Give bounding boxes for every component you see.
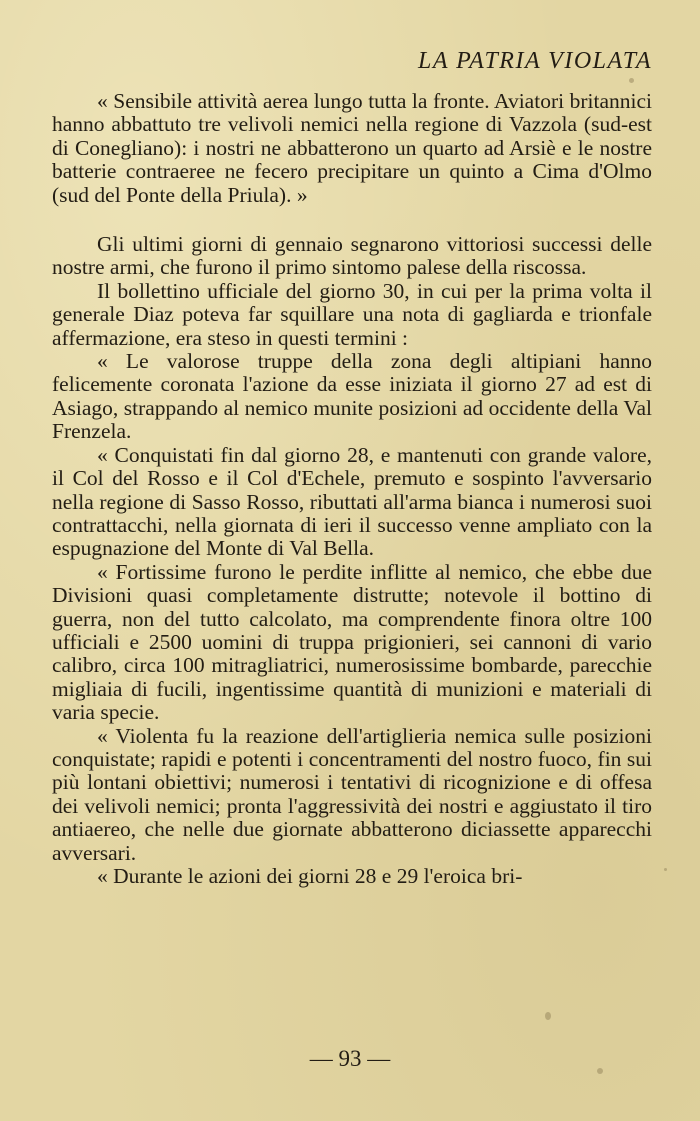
paragraph: « Violenta fu la reazione dell'artiglieria nemica sulle posizioni conquistate; rapidi e potenti i concentramenti del nostro fuoco, fin sui più lontani obiettivi; numerosi i tentativi di ricognizione e di offesa dei velivoli nemici; pronta l'aggressività dei nostri e aggiustato il tiro antiaereo, che nelle due giornate abbatterono diciassette apparecchi avversari. <box>52 723 652 865</box>
paper-speck <box>629 78 634 83</box>
paragraph: « Durante le azioni dei giorni 28 e 29 l'eroica bri- <box>97 864 523 888</box>
paragraph: Gli ultimi giorni di gennaio segnarono vittoriosi successi delle nostre armi, che furono il primo sintomo palese della riscossa. <box>52 232 652 280</box>
paragraph: « Sensibile attività aerea lungo tutta la fronte. Aviatori britannici hanno abbattuto tre velivoli nemici nella regione di Vazzola (sud-est di Conegliano): i nostri ne abbatterono un quarto ad Arsiè e le nostre batterie contraeree ne fecero precipitare un quinto a Cima d'Olmo (sud del Ponte della Priula). » <box>52 89 652 207</box>
body-text <box>52 90 652 888</box>
paragraph: « Conquistati fin dal giorno 28, e mantenuti con grande valore, il Col del Rosso e il Col d'Echele, premuto e sospinto l'avversario nella regione di Sasso Rosso, ributtati all'arma bianca i numerosi suoi contrattacchi, nella giornata di ieri il successo venne ampliato con la espugnazione del Monte di Val Bella. <box>52 442 652 561</box>
paper-speck <box>545 1012 551 1020</box>
paragraph: « Fortissime furono le perdite inflitte al nemico, che ebbe due Divisioni quasi completamente distrutte; notevole il bottino di guerra, non del tutto calcolato, ma comprendente finora oltre 100 ufficiali e 2500 uomini di truppa prigionieri, sei cannoni di vario calibro, circa 100 mitragliatrici, numerosissime bombarde, parecchie migliaia di fucili, ingentissime quantità di munizioni e materiali di varia specie. <box>52 559 652 725</box>
paragraph: « Le valorose truppe della zona degli altipiani hanno felicemente coronata l'azione da esse iniziata il giorno 27 ad est di Asiago, strappando al nemico munite posizioni ad occidente della Val Frenzela. <box>52 349 652 444</box>
page-number: — 93 — <box>309 1046 391 1071</box>
paragraph: Il bollettino ufficiale del giorno 30, in cui per la prima volta il generale Diaz poteva far squillare una nota di gagliarda e trionfale affermazione, era steso in questi termini : <box>52 278 652 350</box>
paper-speck <box>664 868 667 871</box>
paper-speck <box>597 1068 603 1074</box>
running-head: LA PATRIA VIOLATA <box>418 48 652 74</box>
